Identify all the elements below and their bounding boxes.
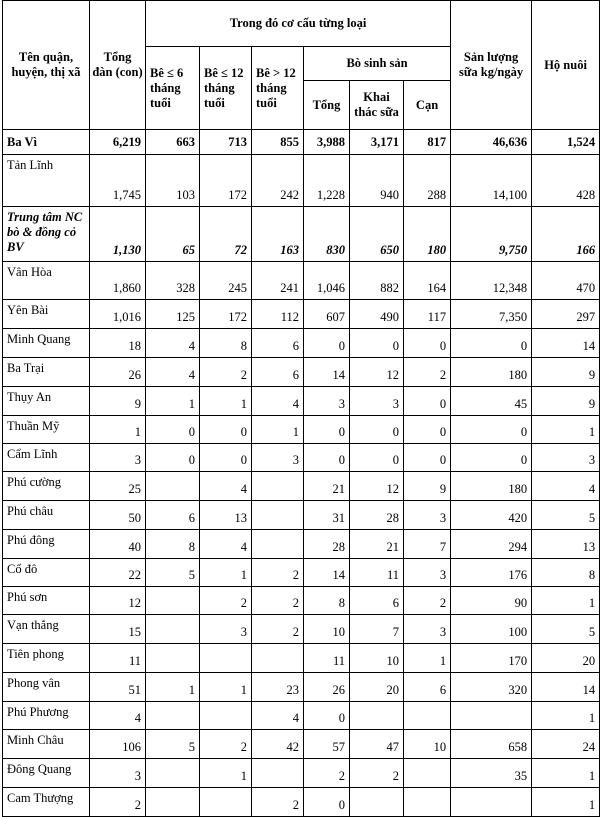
- row-cell: 51: [90, 673, 146, 702]
- row-cell: 1,745: [90, 155, 146, 207]
- row-name: Ba Trại: [3, 358, 90, 387]
- row-name: Thụy An: [3, 387, 90, 416]
- row-cell: 0: [451, 444, 532, 472]
- row-cell: 3,171: [350, 130, 404, 155]
- row-cell: 40: [90, 530, 146, 559]
- row-cell: 650: [350, 207, 404, 262]
- row-cell: 12: [350, 472, 404, 501]
- row-cell: [252, 472, 304, 501]
- row-cell: 1,046: [304, 262, 350, 300]
- row-cell: 242: [252, 155, 304, 207]
- row-cell: 713: [200, 130, 252, 155]
- row-cell: 23: [252, 673, 304, 702]
- row-cell: [200, 702, 252, 730]
- table-row: [3, 673, 600, 702]
- row-cell: 5: [146, 730, 200, 759]
- row-cell: 297: [532, 300, 600, 329]
- row-cell: 3: [350, 387, 404, 416]
- row-name: Minh Quang: [3, 329, 90, 358]
- table-row: [3, 788, 600, 817]
- row-cell: 428: [532, 155, 600, 207]
- row-cell: 28: [350, 501, 404, 530]
- row-cell: 9: [532, 358, 600, 387]
- row-cell: 14,100: [451, 155, 532, 207]
- row-cell: [404, 702, 451, 730]
- row-cell: 1: [532, 702, 600, 730]
- row-cell: 31: [304, 501, 350, 530]
- row-cell: 180: [404, 207, 451, 262]
- row-cell: 420: [451, 501, 532, 530]
- row-cell: 470: [532, 262, 600, 300]
- row-cell: 2: [200, 358, 252, 387]
- row-cell: 6,219: [90, 130, 146, 155]
- row-cell: 0: [200, 416, 252, 444]
- row-cell: 1: [252, 416, 304, 444]
- row-cell: 6: [350, 587, 404, 615]
- row-cell: 0: [304, 416, 350, 444]
- row-cell: 42: [252, 730, 304, 759]
- row-cell: 0: [451, 416, 532, 444]
- row-cell: [146, 788, 200, 817]
- row-cell: 9: [90, 387, 146, 416]
- row-cell: 294: [451, 530, 532, 559]
- header-milk-output: Sản lượng sữa kg/ngày: [451, 1, 532, 130]
- row-cell: 6: [252, 329, 304, 358]
- row-cell: [350, 702, 404, 730]
- row-cell: [404, 759, 451, 788]
- row-cell: [350, 788, 404, 817]
- row-cell: 22: [90, 559, 146, 587]
- row-cell: 13: [200, 501, 252, 530]
- row-cell: 3: [532, 444, 600, 472]
- table-row: [3, 387, 600, 416]
- row-cell: 180: [451, 358, 532, 387]
- row-cell: 0: [404, 329, 451, 358]
- table-row: [3, 130, 600, 155]
- row-cell: 8: [200, 329, 252, 358]
- table-row: [3, 155, 600, 207]
- row-cell: 3: [200, 615, 252, 644]
- row-cell: 288: [404, 155, 451, 207]
- row-cell: 1,016: [90, 300, 146, 329]
- row-cell: 5: [532, 501, 600, 530]
- row-cell: 166: [532, 207, 600, 262]
- row-cell: 663: [146, 130, 200, 155]
- row-cell: 0: [451, 329, 532, 358]
- row-cell: 14: [304, 358, 350, 387]
- row-cell: 3: [90, 759, 146, 788]
- row-cell: 2: [252, 615, 304, 644]
- row-cell: 1: [532, 788, 600, 817]
- row-cell: 9: [404, 472, 451, 501]
- row-cell: 47: [350, 730, 404, 759]
- row-cell: 1,524: [532, 130, 600, 155]
- row-cell: 4: [90, 702, 146, 730]
- row-name: Phú đông: [3, 530, 90, 559]
- row-cell: 3: [304, 387, 350, 416]
- row-cell: 100: [451, 615, 532, 644]
- table-row: [3, 300, 600, 329]
- row-cell: 1: [200, 387, 252, 416]
- row-cell: 940: [350, 155, 404, 207]
- row-cell: 11: [304, 644, 350, 673]
- row-cell: 3: [252, 444, 304, 472]
- row-cell: 2: [90, 788, 146, 817]
- row-cell: 9: [532, 387, 600, 416]
- row-cell: 180: [451, 472, 532, 501]
- row-name: Yên Bài: [3, 300, 90, 329]
- row-cell: [146, 644, 200, 673]
- row-cell: 490: [350, 300, 404, 329]
- row-name: Phú cường: [3, 472, 90, 501]
- row-cell: 50: [90, 501, 146, 530]
- row-cell: 8: [532, 559, 600, 587]
- row-cell: 10: [404, 730, 451, 759]
- row-cell: 4: [252, 702, 304, 730]
- row-cell: 0: [200, 444, 252, 472]
- row-cell: 11: [350, 559, 404, 587]
- header-dry: Cạn: [404, 81, 451, 130]
- header-calf-le12: Bê ≤ 12 tháng tuổi: [200, 47, 252, 130]
- row-cell: [146, 472, 200, 501]
- row-cell: 18: [90, 329, 146, 358]
- row-cell: 3: [404, 559, 451, 587]
- row-cell: 4: [532, 472, 600, 501]
- row-cell: [200, 644, 252, 673]
- row-cell: 103: [146, 155, 200, 207]
- row-cell: 20: [350, 673, 404, 702]
- row-cell: 1,228: [304, 155, 350, 207]
- table-row: [3, 444, 600, 472]
- row-cell: [451, 702, 532, 730]
- cattle-statistics-table: [2, 0, 600, 817]
- row-cell: 14: [304, 559, 350, 587]
- row-cell: 2: [404, 358, 451, 387]
- row-cell: 14: [532, 329, 600, 358]
- row-cell: 4: [146, 329, 200, 358]
- row-cell: 1: [200, 759, 252, 788]
- row-cell: 11: [90, 644, 146, 673]
- row-cell: 6: [404, 673, 451, 702]
- row-cell: 172: [200, 300, 252, 329]
- table-row: [3, 644, 600, 673]
- header-structure: Trong đó cơ cấu từng loại: [146, 1, 451, 47]
- table-row: [3, 472, 600, 501]
- row-cell: 607: [304, 300, 350, 329]
- row-cell: 25: [90, 472, 146, 501]
- row-cell: 28: [304, 530, 350, 559]
- row-name: Cẩm Lĩnh: [3, 444, 90, 472]
- row-cell: 1: [200, 673, 252, 702]
- row-cell: 2: [252, 559, 304, 587]
- row-cell: 4: [146, 358, 200, 387]
- row-cell: 0: [350, 329, 404, 358]
- row-cell: 163: [252, 207, 304, 262]
- row-cell: 24: [532, 730, 600, 759]
- row-cell: 7,350: [451, 300, 532, 329]
- row-cell: 6: [252, 358, 304, 387]
- table-row: [3, 416, 600, 444]
- row-cell: 817: [404, 130, 451, 155]
- row-name: Cam Thượng: [3, 788, 90, 817]
- row-cell: 35: [451, 759, 532, 788]
- row-cell: 0: [304, 702, 350, 730]
- table-body: [3, 130, 600, 817]
- row-cell: 245: [200, 262, 252, 300]
- row-cell: 172: [200, 155, 252, 207]
- row-cell: 5: [146, 559, 200, 587]
- row-cell: 45: [451, 387, 532, 416]
- row-cell: 3: [404, 615, 451, 644]
- row-cell: 7: [404, 530, 451, 559]
- row-cell: 0: [146, 416, 200, 444]
- row-cell: 6: [146, 501, 200, 530]
- header-breeding-cows: Bò sinh sản: [304, 47, 451, 81]
- row-cell: [252, 501, 304, 530]
- row-cell: 4: [252, 387, 304, 416]
- row-cell: 10: [350, 644, 404, 673]
- header-total-herd: Tổng đàn (con): [90, 1, 146, 130]
- table-row: [3, 730, 600, 759]
- table-row: [3, 329, 600, 358]
- row-cell: 12: [90, 587, 146, 615]
- row-cell: 125: [146, 300, 200, 329]
- row-cell: 882: [350, 262, 404, 300]
- row-cell: 13: [532, 530, 600, 559]
- row-cell: 12,348: [451, 262, 532, 300]
- table-row: [3, 759, 600, 788]
- row-name: Tiên phong: [3, 644, 90, 673]
- row-name: Đông Quang: [3, 759, 90, 788]
- row-cell: [146, 587, 200, 615]
- row-cell: [146, 615, 200, 644]
- row-name: Vạn thắng: [3, 615, 90, 644]
- row-cell: 1: [532, 416, 600, 444]
- row-cell: 10: [304, 615, 350, 644]
- row-name: Phong vân: [3, 673, 90, 702]
- table-row: [3, 262, 600, 300]
- row-cell: 21: [350, 530, 404, 559]
- row-cell: 57: [304, 730, 350, 759]
- row-cell: 4: [200, 472, 252, 501]
- row-cell: 170: [451, 644, 532, 673]
- row-cell: [146, 702, 200, 730]
- row-cell: 2: [200, 587, 252, 615]
- row-cell: 1: [532, 759, 600, 788]
- row-cell: 320: [451, 673, 532, 702]
- row-name: Tản Lĩnh: [3, 155, 90, 207]
- row-name: Cổ đô: [3, 559, 90, 587]
- row-cell: 3: [404, 501, 451, 530]
- row-name: Vân Hòa: [3, 262, 90, 300]
- table-row: [3, 501, 600, 530]
- row-cell: 2: [252, 587, 304, 615]
- row-cell: 1: [200, 559, 252, 587]
- row-cell: 7: [350, 615, 404, 644]
- row-cell: 72: [200, 207, 252, 262]
- row-name: Trung tâm NC bò & đồng cỏ BV: [3, 207, 90, 262]
- row-cell: 0: [350, 416, 404, 444]
- row-cell: 0: [304, 788, 350, 817]
- row-cell: 15: [90, 615, 146, 644]
- row-name: Phú sơn: [3, 587, 90, 615]
- row-cell: [200, 788, 252, 817]
- table-row: [3, 615, 600, 644]
- row-cell: 1,860: [90, 262, 146, 300]
- row-cell: 1,130: [90, 207, 146, 262]
- header-calf-gt12: Bê > 12 tháng tuổi: [252, 47, 304, 130]
- row-cell: 2: [200, 730, 252, 759]
- row-name: Thuần Mỹ: [3, 416, 90, 444]
- row-cell: 2: [404, 587, 451, 615]
- row-cell: 1: [532, 587, 600, 615]
- row-cell: 46,636: [451, 130, 532, 155]
- row-cell: 117: [404, 300, 451, 329]
- row-cell: 2: [252, 788, 304, 817]
- row-cell: [252, 759, 304, 788]
- row-cell: 0: [350, 444, 404, 472]
- row-cell: 1: [90, 416, 146, 444]
- row-cell: 20: [532, 644, 600, 673]
- row-cell: 830: [304, 207, 350, 262]
- row-cell: 12: [350, 358, 404, 387]
- row-cell: [252, 644, 304, 673]
- row-cell: 0: [404, 416, 451, 444]
- row-cell: 0: [304, 444, 350, 472]
- row-cell: [404, 788, 451, 817]
- row-cell: 26: [304, 673, 350, 702]
- row-name: Ba Vì: [3, 130, 90, 155]
- row-cell: 2: [350, 759, 404, 788]
- row-cell: 176: [451, 559, 532, 587]
- row-name: Phú châu: [3, 501, 90, 530]
- row-cell: 2: [304, 759, 350, 788]
- row-cell: 8: [146, 530, 200, 559]
- row-cell: 106: [90, 730, 146, 759]
- table-row: [3, 587, 600, 615]
- row-name: Phú Phương: [3, 702, 90, 730]
- row-cell: 0: [404, 387, 451, 416]
- table-row: [3, 358, 600, 387]
- header-district: Tên quận, huyện, thị xã: [3, 1, 90, 130]
- row-cell: 8: [304, 587, 350, 615]
- row-cell: 855: [252, 130, 304, 155]
- header-milking: Khai thác sữa: [350, 81, 404, 130]
- row-cell: 65: [146, 207, 200, 262]
- row-cell: 21: [304, 472, 350, 501]
- row-cell: [451, 788, 532, 817]
- row-cell: 0: [404, 444, 451, 472]
- row-cell: 112: [252, 300, 304, 329]
- row-cell: 26: [90, 358, 146, 387]
- table-row: [3, 559, 600, 587]
- row-cell: 241: [252, 262, 304, 300]
- row-cell: 658: [451, 730, 532, 759]
- header-calf-le6: Bê ≤ 6 tháng tuổi: [146, 47, 200, 130]
- row-cell: [252, 530, 304, 559]
- row-cell: 4: [200, 530, 252, 559]
- row-cell: 164: [404, 262, 451, 300]
- row-cell: 90: [451, 587, 532, 615]
- table-row: [3, 702, 600, 730]
- row-cell: 5: [532, 615, 600, 644]
- table-row: [3, 530, 600, 559]
- row-cell: 9,750: [451, 207, 532, 262]
- row-cell: 1: [404, 644, 451, 673]
- header-households: Hộ nuôi: [532, 1, 600, 130]
- row-cell: 0: [304, 329, 350, 358]
- table-row: [3, 207, 600, 262]
- header-breeding-total: Tổng: [304, 81, 350, 130]
- row-cell: 0: [146, 444, 200, 472]
- row-name: Minh Châu: [3, 730, 90, 759]
- row-cell: 1: [146, 387, 200, 416]
- row-cell: 3: [90, 444, 146, 472]
- row-cell: 1: [146, 673, 200, 702]
- row-cell: 3,988: [304, 130, 350, 155]
- row-cell: 328: [146, 262, 200, 300]
- row-cell: [146, 759, 200, 788]
- row-cell: 14: [532, 673, 600, 702]
